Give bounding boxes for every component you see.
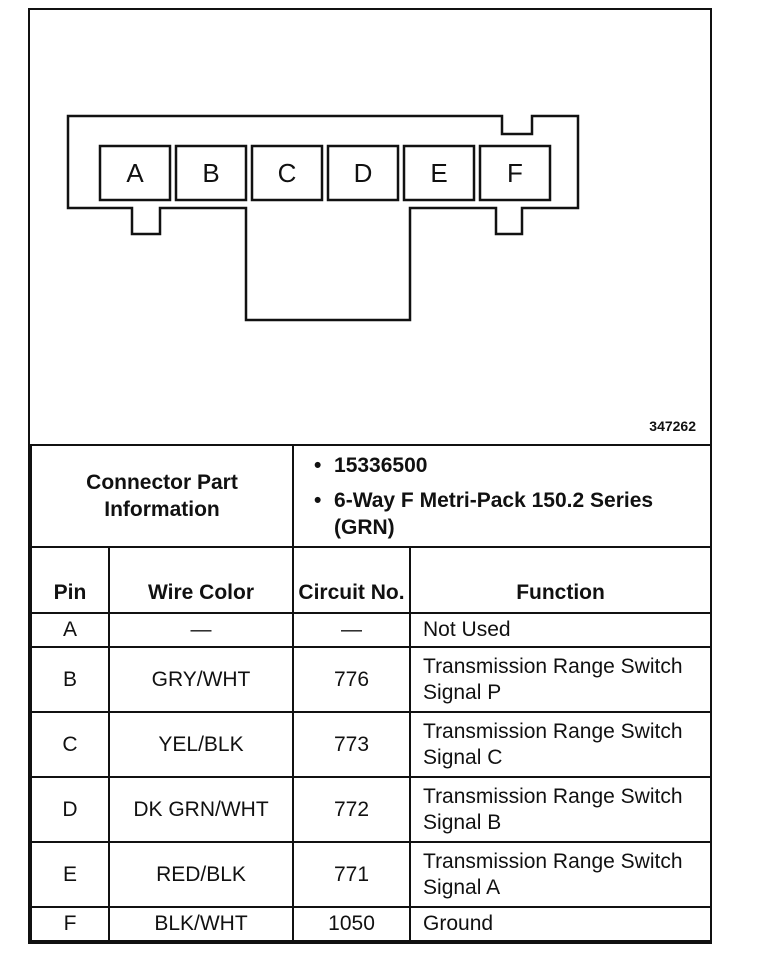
pin-cell: C xyxy=(31,712,109,777)
pinout-table xyxy=(30,444,712,942)
circuit-cell: 773 xyxy=(293,712,410,777)
wire-color-cell: BLK/WHT xyxy=(109,907,293,941)
header-circuit-no: Circuit No. xyxy=(293,547,410,613)
connector-info-row xyxy=(31,445,711,547)
function-cell: Ground xyxy=(410,907,711,941)
table-row xyxy=(31,907,711,941)
circuit-cell: 776 xyxy=(293,647,410,712)
wire-color-cell: — xyxy=(109,613,293,647)
circuit-cell: 772 xyxy=(293,777,410,842)
wire-color-cell: YEL/BLK xyxy=(109,712,293,777)
connector-info-item: • 6-Way F Metri-Pack 150.2 Series (GRN) xyxy=(314,488,654,539)
connector-info-list xyxy=(293,445,711,547)
pin-cell: E xyxy=(31,842,109,907)
wire-color-cell: DK GRN/WHT xyxy=(109,777,293,842)
pin-cell: D xyxy=(31,777,109,842)
function-cell: Transmission Range Switch Signal P xyxy=(410,647,711,712)
circuit-cell: 771 xyxy=(293,842,410,907)
function-cell: Transmission Range Switch Signal B xyxy=(410,777,711,842)
table-row xyxy=(31,777,711,842)
pin-label-c: C xyxy=(277,158,297,188)
table-header-row xyxy=(31,547,711,613)
pin-label-d: D xyxy=(353,158,373,188)
table-row xyxy=(31,712,711,777)
figure-id: 347262 xyxy=(649,418,696,434)
connector-diagram xyxy=(30,10,710,444)
pin-cell: B xyxy=(31,647,109,712)
circuit-cell: 1050 xyxy=(293,907,410,941)
connector-sheet xyxy=(28,8,712,944)
table-row xyxy=(31,842,711,907)
pin-cell: F xyxy=(31,907,109,941)
function-cell: Transmission Range Switch Signal A xyxy=(410,842,711,907)
table-row xyxy=(31,613,711,647)
function-cell: Transmission Range Switch Signal C xyxy=(410,712,711,777)
pin-label-b: B xyxy=(202,158,220,188)
header-function: Function xyxy=(410,547,711,613)
wire-color-cell: RED/BLK xyxy=(109,842,293,907)
pin-label-a: A xyxy=(126,158,144,188)
wire-color-cell: GRY/WHT xyxy=(109,647,293,712)
connector-figure xyxy=(30,10,710,444)
header-wire-color: Wire Color xyxy=(109,547,293,613)
circuit-cell: — xyxy=(293,613,410,647)
connector-info-item: • 15336500 xyxy=(314,453,428,477)
connector-info-label: Connector Part Information xyxy=(31,445,293,547)
table-row xyxy=(31,647,711,712)
function-cell: Not Used xyxy=(410,613,711,647)
pin-label-e: E xyxy=(430,158,448,188)
header-pin: Pin xyxy=(31,547,109,613)
pin-cell: A xyxy=(31,613,109,647)
pin-label-f: F xyxy=(507,158,523,188)
